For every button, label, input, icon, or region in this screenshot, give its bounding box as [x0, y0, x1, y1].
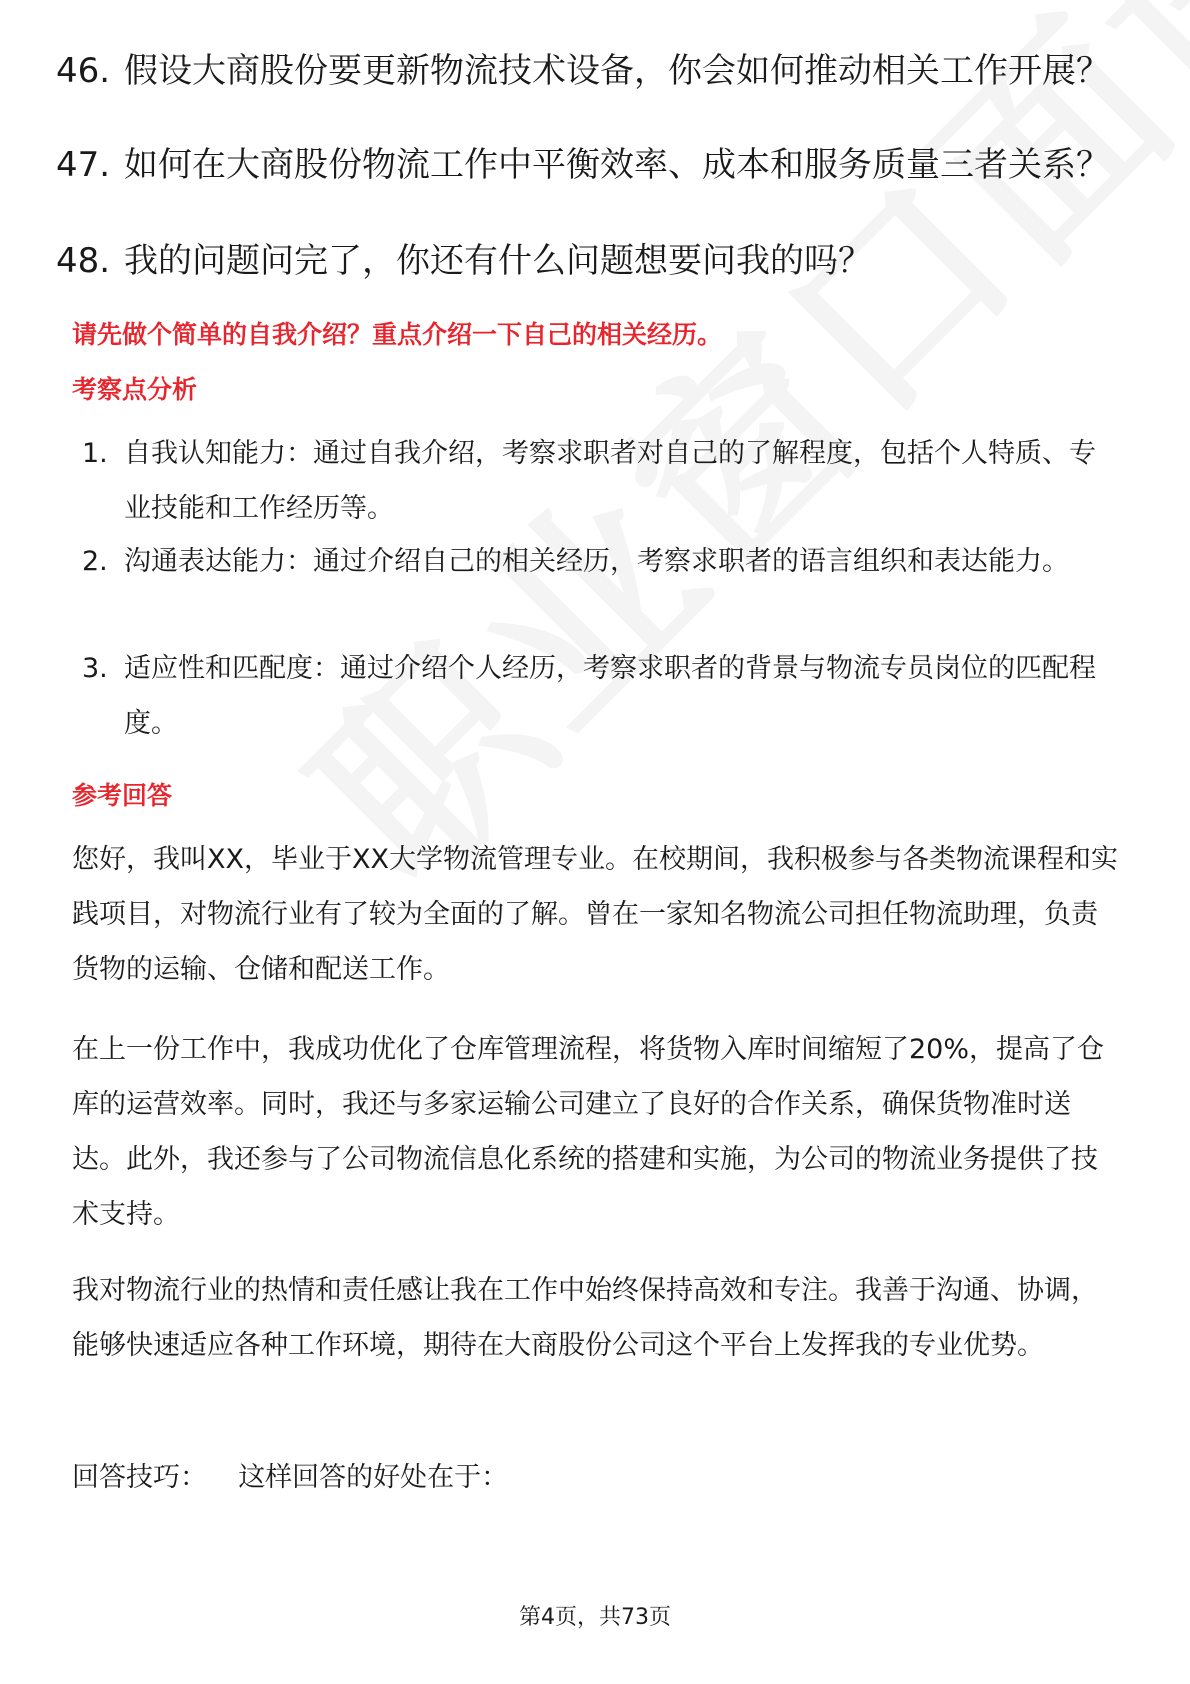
tips-intro: 这样回答的好处在于：	[238, 1462, 509, 1493]
question-text: 我的问题问完了，你还有什么问题想要问我的吗？	[124, 241, 872, 281]
question-text: 如何在大商股份物流工作中平衡效率、成本和服务质量三者关系？	[124, 145, 1110, 185]
list-text: 适应性和匹配度：通过介绍个人经历，考察求职者的背景与物流专员岗位的匹配程度。	[124, 653, 1096, 739]
question-46	[56, 48, 1116, 94]
analysis-item-1	[82, 426, 1102, 536]
analysis-heading: 考察点分析	[72, 375, 198, 404]
answer-paragraph-1: 您好，我叫XX，毕业于XX大学物流管理专业。在校期间，我积极参与各类物流课程和实践项目，对物流行业有了较为全面的了解。曾在一家知名物流公司担任物流助理，负责货物的运输、仓储和配送工作。	[72, 844, 1118, 985]
page-footer: 第4页，共73页	[519, 1605, 671, 1630]
answer-heading: 参考回答	[72, 781, 173, 810]
list-number: 3.	[82, 653, 108, 684]
tips-label: 回答技巧：	[72, 1462, 207, 1493]
list-number: 2.	[82, 546, 108, 577]
list-text: 沟通表达能力：通过介绍自己的相关经历，考察求职者的语言组织和表达能力。	[124, 546, 1069, 577]
answer-paragraph-3: 我对物流行业的热情和责任感让我在工作中始终保持高效和专注。我善于沟通、协调，能够快速适应各种工作环境，期待在大商股份公司这个平台上发挥我的专业优势。	[72, 1275, 1098, 1361]
question-number: 48.	[56, 241, 111, 281]
question-text: 假设大商股份要更新物流技术设备，你会如何推动相关工作开展？	[124, 51, 1110, 91]
question-number: 47.	[56, 145, 111, 185]
interview-question-title: 请先做个简单的自我介绍？重点介绍一下自己的相关经历。	[72, 320, 723, 349]
answer-paragraph-2: 在上一份工作中，我成功优化了仓库管理流程，将货物入库时间缩短了20%，提高了仓库的运营效率。同时，我还与多家运输公司建立了良好的合作关系，确保货物准时送达。此外，我还参与了公司物流信息化系统的搭建和实施，为公司的物流业务提供了技术支持。	[72, 1034, 1105, 1230]
question-48	[56, 238, 1116, 284]
list-text: 自我认知能力：通过自我介绍，考察求职者对自己的了解程度，包括个人特质、专业技能和工作经历等。	[124, 438, 1096, 524]
list-number: 1.	[82, 438, 108, 469]
question-47	[56, 142, 1116, 188]
analysis-item-2	[82, 534, 1102, 589]
answer-tips	[72, 1450, 1122, 1505]
analysis-item-3	[82, 641, 1102, 751]
question-number: 46.	[56, 51, 111, 91]
